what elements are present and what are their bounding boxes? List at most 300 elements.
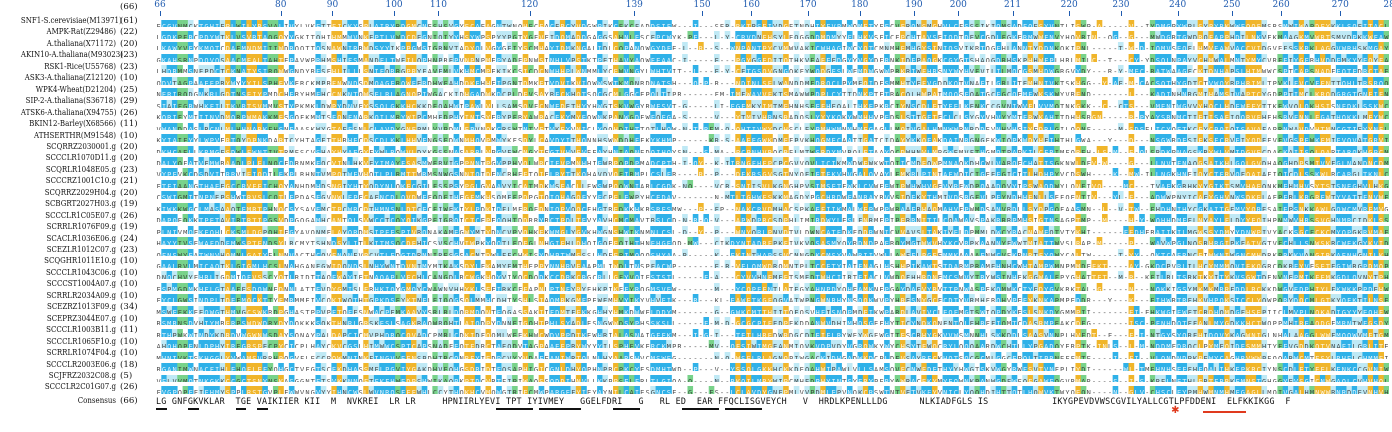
- residue-letter: S: [369, 102, 374, 108]
- residue-letter: H: [300, 137, 305, 142]
- residue-letter: H: [810, 22, 815, 28]
- residue-letter: D: [480, 91, 485, 97]
- residue-letter: G: [358, 148, 363, 154]
- residue-letter: K: [491, 125, 496, 131]
- residue-letter: D: [363, 79, 369, 85]
- residue-letter: -: [693, 102, 698, 108]
- residue-letter: D: [1150, 56, 1155, 62]
- residue-letter: E: [810, 56, 815, 62]
- residue-letter: V: [1262, 34, 1267, 39]
- residue-letter: K: [161, 148, 167, 154]
- residue-letter: -: [1139, 137, 1144, 142]
- residue-letter: Q: [629, 79, 634, 85]
- residue-letter: Q: [517, 22, 523, 28]
- residue-letter: F: [709, 125, 714, 131]
- residue-letter: I: [193, 114, 198, 120]
- residue-letter: C: [1304, 79, 1309, 85]
- residue-letter: W: [252, 148, 257, 154]
- residue-letter: R: [560, 22, 565, 28]
- residue-letter: I: [502, 68, 507, 74]
- residue-letter: S: [1240, 125, 1245, 131]
- residue-letter: C: [1384, 114, 1389, 120]
- residue-letter: S: [523, 45, 528, 51]
- residue-letter: I: [1012, 102, 1017, 108]
- residue-letter: C: [1139, 79, 1144, 85]
- residue-letter: A: [544, 137, 549, 142]
- residue-letter: C: [1219, 137, 1224, 142]
- ruler-start-label: (66): [120, 2, 138, 12]
- residue-letter: M: [565, 45, 570, 51]
- residue-letter: R: [300, 79, 305, 85]
- residue-letter: Q: [385, 68, 390, 74]
- residue-letter: A: [448, 79, 454, 85]
- residue-letter: S: [1038, 22, 1043, 28]
- residue-letter: K: [1022, 148, 1028, 154]
- residue-letter: L: [411, 56, 416, 62]
- residue-letter: V: [549, 137, 555, 142]
- residue-letter: Q: [379, 102, 384, 108]
- residue-letter: C: [815, 45, 820, 51]
- residue-letter: H: [964, 68, 969, 74]
- residue-letter: K: [1086, 102, 1091, 108]
- sequence-start-position: (10): [120, 73, 138, 84]
- residue-letter: V: [1224, 148, 1230, 154]
- residue-letter: T: [581, 91, 586, 97]
- residue-letter: S: [1293, 45, 1299, 51]
- residue-letter: E: [204, 79, 209, 85]
- residue-letter: C: [374, 137, 379, 142]
- residue-letter: Y: [900, 137, 905, 142]
- residue-letter: R: [183, 56, 188, 62]
- residue-letter: E: [783, 102, 788, 108]
- residue-letter: Q: [1293, 102, 1299, 108]
- residue-letter: C: [416, 22, 422, 28]
- residue-letter: K: [390, 137, 395, 142]
- residue-letter: F: [666, 45, 671, 51]
- residue-letter: E: [555, 102, 560, 108]
- residue-letter: A: [1097, 22, 1102, 28]
- residue-letter: I: [1352, 125, 1357, 131]
- residue-letter: W: [1214, 56, 1219, 62]
- residue-letter: T: [246, 68, 252, 74]
- residue-letter: D: [1044, 45, 1049, 51]
- residue-letter: N: [422, 22, 427, 28]
- residue-letter: M: [820, 34, 826, 39]
- residue-letter: C: [778, 125, 783, 131]
- residue-letter: L: [1070, 137, 1075, 142]
- residue-letter: W: [496, 137, 501, 142]
- residue-letter: L: [773, 79, 778, 85]
- residue-letter: V: [331, 160, 337, 165]
- residue-letter: S: [969, 22, 974, 28]
- residue-letter: G: [1325, 45, 1330, 51]
- residue-letter: R: [502, 125, 507, 131]
- residue-letter: G: [948, 56, 953, 62]
- residue-letter: F: [921, 68, 927, 74]
- residue-letter: C: [549, 114, 555, 120]
- residue-letter: S: [358, 22, 363, 28]
- residue-letter: V: [624, 56, 629, 62]
- residue-letter: -: [1123, 22, 1129, 28]
- residue-letter: I: [905, 125, 911, 131]
- residue-letter: S: [321, 45, 326, 51]
- residue-letter: T: [262, 56, 268, 62]
- residue-letter: I: [1293, 91, 1299, 97]
- residue-letter: S: [788, 125, 794, 131]
- residue-letter: -: [719, 68, 725, 74]
- residue-letter: F: [188, 45, 193, 51]
- residue-letter: P: [289, 56, 294, 62]
- residue-letter: N: [905, 102, 911, 108]
- residue-letter: H: [331, 34, 337, 39]
- residue-letter: Q: [666, 125, 671, 131]
- residue-letter: E: [1315, 114, 1320, 120]
- residue-letter: L: [278, 22, 283, 28]
- residue-letter: R: [889, 91, 895, 97]
- residue-letter: G: [602, 34, 608, 39]
- residue-letter: E: [1081, 148, 1086, 154]
- residue-letter: D: [661, 45, 666, 51]
- residue-letter: Y: [1150, 22, 1155, 28]
- residue-letter: D: [268, 137, 273, 142]
- residue-letter: A: [815, 56, 820, 62]
- residue-letter: G: [470, 91, 475, 97]
- residue-letter: K: [1049, 91, 1054, 97]
- residue-letter: I: [496, 79, 501, 85]
- residue-letter: D: [390, 125, 395, 131]
- residue-letter: Q: [1054, 102, 1059, 108]
- residue-letter: P: [1299, 137, 1304, 142]
- residue-letter: A: [252, 125, 257, 131]
- residue-letter: Y: [1102, 79, 1107, 85]
- residue-letter: C: [1208, 125, 1214, 131]
- residue-letter: R: [698, 45, 703, 51]
- residue-letter: M: [587, 68, 592, 74]
- ruler-tick-label: 120: [521, 0, 539, 10]
- residue-letter: C: [905, 34, 911, 39]
- residue-letter: H: [273, 79, 278, 85]
- residue-letter: D: [820, 68, 826, 74]
- residue-letter: N: [1331, 125, 1336, 131]
- residue-letter: R: [385, 22, 390, 28]
- residue-letter: -: [719, 79, 725, 85]
- residue-letter: -: [677, 137, 682, 142]
- residue-letter: C: [889, 22, 895, 28]
- residue-letter: D: [741, 79, 746, 85]
- residue-letter: P: [874, 102, 879, 108]
- residue-letter: H: [1001, 45, 1006, 51]
- residue-letter: I: [730, 91, 735, 97]
- residue-letter: R: [289, 45, 294, 51]
- residue-letter: C: [900, 91, 905, 97]
- residue-letter: R: [1171, 137, 1176, 142]
- residue-letter: K: [602, 114, 608, 120]
- residue-letter: A: [438, 91, 443, 97]
- residue-letter: -: [709, 34, 714, 39]
- residue-letter: W: [804, 91, 810, 97]
- residue-letter: C: [528, 45, 533, 51]
- residue-letter: A: [868, 137, 873, 142]
- residue-letter: -: [1091, 137, 1097, 142]
- residue-letter: K: [587, 56, 592, 62]
- residue-letter: I: [672, 68, 677, 74]
- residue-letter: G: [528, 148, 533, 154]
- residue-letter: G: [751, 56, 757, 62]
- residue-letter: A: [1320, 45, 1325, 51]
- residue-letter: M: [1028, 79, 1033, 85]
- residue-letter: P: [1352, 34, 1357, 39]
- residue-letter: H: [1006, 56, 1012, 62]
- residue-letter: T: [980, 45, 985, 51]
- residue-letter: A: [1240, 91, 1245, 97]
- residue-letter: A: [1267, 125, 1272, 131]
- residue-letter: C: [889, 34, 895, 39]
- residue-letter: K: [395, 137, 400, 142]
- residue-letter: M: [533, 45, 539, 51]
- residue-letter: P: [480, 56, 485, 62]
- residue-letter: S: [608, 34, 613, 39]
- residue-letter: Y: [565, 114, 570, 120]
- residue-letter: Y: [1033, 137, 1038, 142]
- residue-letter: F: [1028, 91, 1033, 97]
- residue-letter: D: [618, 125, 624, 131]
- residue-letter: -: [1123, 148, 1129, 154]
- residue-shading: [156, 31, 1389, 39]
- residue-letter: D: [1325, 56, 1330, 62]
- residue-letter: T: [517, 125, 523, 131]
- residue-letter: N: [172, 125, 177, 131]
- residue-letter: R: [422, 79, 427, 85]
- residue-letter: D: [1017, 22, 1022, 28]
- residue-letter: W: [852, 114, 857, 120]
- residue-letter: S: [1331, 102, 1336, 108]
- residue-letter: A: [1219, 114, 1224, 120]
- residue-letter: S: [438, 137, 443, 142]
- residue-letter: -: [703, 34, 709, 39]
- residue-letter: D: [156, 160, 161, 165]
- residue-letter: V: [762, 148, 767, 154]
- residue-letter: D: [874, 79, 879, 85]
- residue-letter: R: [1362, 79, 1368, 85]
- residue-letter: -: [1113, 102, 1118, 108]
- residue-letter: S: [773, 34, 778, 39]
- residue-letter: S: [576, 56, 581, 62]
- residue-letter: D: [1192, 34, 1198, 39]
- residue-letter: E: [369, 160, 374, 165]
- residue-letter: R: [1028, 114, 1033, 120]
- residue-letter: Q: [1309, 148, 1315, 154]
- residue-letter: F: [1262, 125, 1267, 131]
- residue-letter: N: [1049, 34, 1054, 39]
- residue-letter: Q: [948, 45, 953, 51]
- residue-letter: S: [874, 34, 879, 39]
- residue-letter: H: [321, 56, 326, 62]
- residue-letter: I: [1208, 114, 1214, 120]
- residue-letter: L: [480, 45, 485, 51]
- residue-letter: E: [464, 22, 470, 28]
- residue-letter: E: [555, 22, 560, 28]
- residue-letter: A: [1214, 34, 1219, 39]
- residue-letter: L: [757, 79, 762, 85]
- residue-letter: M: [1150, 34, 1155, 39]
- residue-letter: L: [533, 137, 539, 142]
- residue-letter: I: [512, 45, 517, 51]
- residue-letter: -: [719, 137, 725, 142]
- residue-letter: P: [889, 68, 895, 74]
- residue-letter: I: [1299, 148, 1304, 154]
- residue-letter: A: [507, 56, 512, 62]
- residue-letter: P: [523, 56, 528, 62]
- residue-letter: L: [257, 56, 262, 62]
- residue-letter: E: [751, 137, 757, 142]
- sequence-track: [156, 39, 1389, 50]
- residue-letter: P: [1022, 56, 1028, 62]
- residue-letter: I: [443, 34, 448, 39]
- residue-letter: D: [459, 91, 464, 97]
- residue-letter: P: [656, 34, 661, 39]
- residue-letter: V: [1230, 45, 1235, 51]
- residue-letter: F: [209, 102, 214, 108]
- residue-shading: [156, 146, 1389, 154]
- residue-letter: H: [576, 102, 581, 108]
- residue-letter: L: [1097, 148, 1102, 154]
- residue-letter: L: [996, 34, 1001, 39]
- residue-letter: P: [842, 79, 847, 85]
- residue-letter: N: [236, 91, 241, 97]
- residue-letter: I: [773, 56, 778, 62]
- residue-letter: W: [948, 125, 953, 131]
- residue-letter: V: [1251, 125, 1256, 131]
- residue-letter: Q: [1325, 91, 1330, 97]
- residue-letter: D: [1187, 79, 1192, 85]
- residue-letter: A: [799, 45, 804, 51]
- residue-letter: I: [911, 68, 916, 74]
- residue-letter: K: [560, 114, 565, 120]
- residue-letter: V: [1070, 68, 1075, 74]
- residue-letter: F: [937, 114, 943, 120]
- residue-letter: W: [533, 114, 539, 120]
- residue-letter: H: [927, 68, 932, 74]
- residue-letter: -: [709, 68, 714, 74]
- residue-letter: L: [496, 102, 501, 108]
- residue-letter: M: [1341, 56, 1346, 62]
- residue-letter: H: [454, 114, 459, 120]
- residue-letter: P: [480, 34, 485, 39]
- residue-letter: K: [1362, 34, 1368, 39]
- residue-letter: L: [990, 79, 996, 85]
- residue-letter: S: [602, 79, 608, 85]
- residue-letter: T: [1325, 34, 1330, 39]
- residue-letter: P: [703, 79, 709, 85]
- residue-letter: L: [629, 34, 634, 39]
- residue-letter: D: [980, 125, 985, 131]
- residue-letter: N: [358, 125, 363, 131]
- residue-letter: M: [262, 102, 268, 108]
- residue-letter: W: [1378, 102, 1384, 108]
- residue-letter: L: [300, 22, 305, 28]
- residue-letter: I: [682, 56, 687, 62]
- residue-letter: P: [879, 114, 884, 120]
- residue-letter: -: [1107, 102, 1113, 108]
- residue-letter: G: [204, 22, 209, 28]
- residue-letter: S: [193, 125, 198, 131]
- residue-letter: N: [1336, 102, 1341, 108]
- residue-letter: -: [1118, 114, 1123, 120]
- residue-letter: A: [379, 79, 384, 85]
- residue-letter: Y: [241, 137, 246, 142]
- residue-letter: N: [1054, 22, 1059, 28]
- residue-letter: E: [1256, 148, 1261, 154]
- residue-letter: T: [874, 137, 879, 142]
- residue-letter: P: [1086, 22, 1091, 28]
- residue-letter: M: [369, 79, 374, 85]
- residue-letter: V: [1251, 114, 1256, 120]
- residue-letter: M: [847, 125, 852, 131]
- residue-letter: C: [1293, 68, 1299, 74]
- residue-letter: K: [1081, 102, 1086, 108]
- residue-letter: P: [1235, 79, 1240, 85]
- residue-letter: V: [480, 137, 485, 142]
- residue-letter: I: [262, 68, 268, 74]
- ruler-tick-label: 250: [1223, 0, 1241, 10]
- residue-letter: H: [911, 34, 916, 39]
- residue-letter: T: [1118, 45, 1123, 51]
- residue-letter: F: [1320, 79, 1325, 85]
- residue-letter: K: [1283, 148, 1288, 154]
- residue-letter: N: [480, 125, 485, 131]
- residue-letter: L: [1309, 91, 1315, 97]
- residue-letter: W: [161, 125, 167, 131]
- residue-letter: -: [1091, 125, 1097, 131]
- residue-letter: M: [310, 114, 315, 120]
- residue-letter: G: [826, 68, 831, 74]
- residue-letter: K: [1347, 56, 1352, 62]
- residue-letter: N: [634, 79, 640, 85]
- residue-letter: T: [868, 45, 873, 51]
- residue-letter: R: [1198, 34, 1203, 39]
- residue-letter: M: [778, 102, 783, 108]
- residue-letter: N: [156, 91, 161, 97]
- residue-letter: M: [858, 22, 863, 28]
- residue-letter: I: [990, 22, 996, 28]
- residue-letter: G: [996, 79, 1001, 85]
- residue-letter: T: [257, 34, 262, 39]
- residue-letter: M: [1113, 148, 1118, 154]
- residue-letter: Q: [1352, 148, 1357, 154]
- residue-letter: T: [278, 148, 283, 154]
- sequence-start-position: (11): [120, 119, 138, 130]
- residue-letter: E: [246, 91, 252, 97]
- residue-letter: Q: [1070, 125, 1075, 131]
- residue-letter: W: [608, 137, 613, 142]
- residue-letter: P: [502, 79, 507, 85]
- residue-letter: I: [565, 79, 570, 85]
- residue-letter: Q: [374, 79, 379, 85]
- residue-letter: F: [634, 22, 640, 28]
- residue-letter: Y: [1256, 102, 1261, 108]
- residue-letter: Y: [523, 114, 528, 120]
- residue-letter: Y: [650, 137, 656, 142]
- residue-letter: P: [193, 56, 198, 62]
- residue-letter: V: [666, 102, 671, 108]
- residue-letter: Y: [980, 114, 985, 120]
- residue-letter: G: [406, 22, 411, 28]
- residue-letter: V: [215, 137, 220, 142]
- residue-letter: A: [257, 114, 262, 120]
- residue-letter: M: [411, 22, 416, 28]
- residue-letter: F: [443, 79, 448, 85]
- residue-letter: C: [1198, 56, 1203, 62]
